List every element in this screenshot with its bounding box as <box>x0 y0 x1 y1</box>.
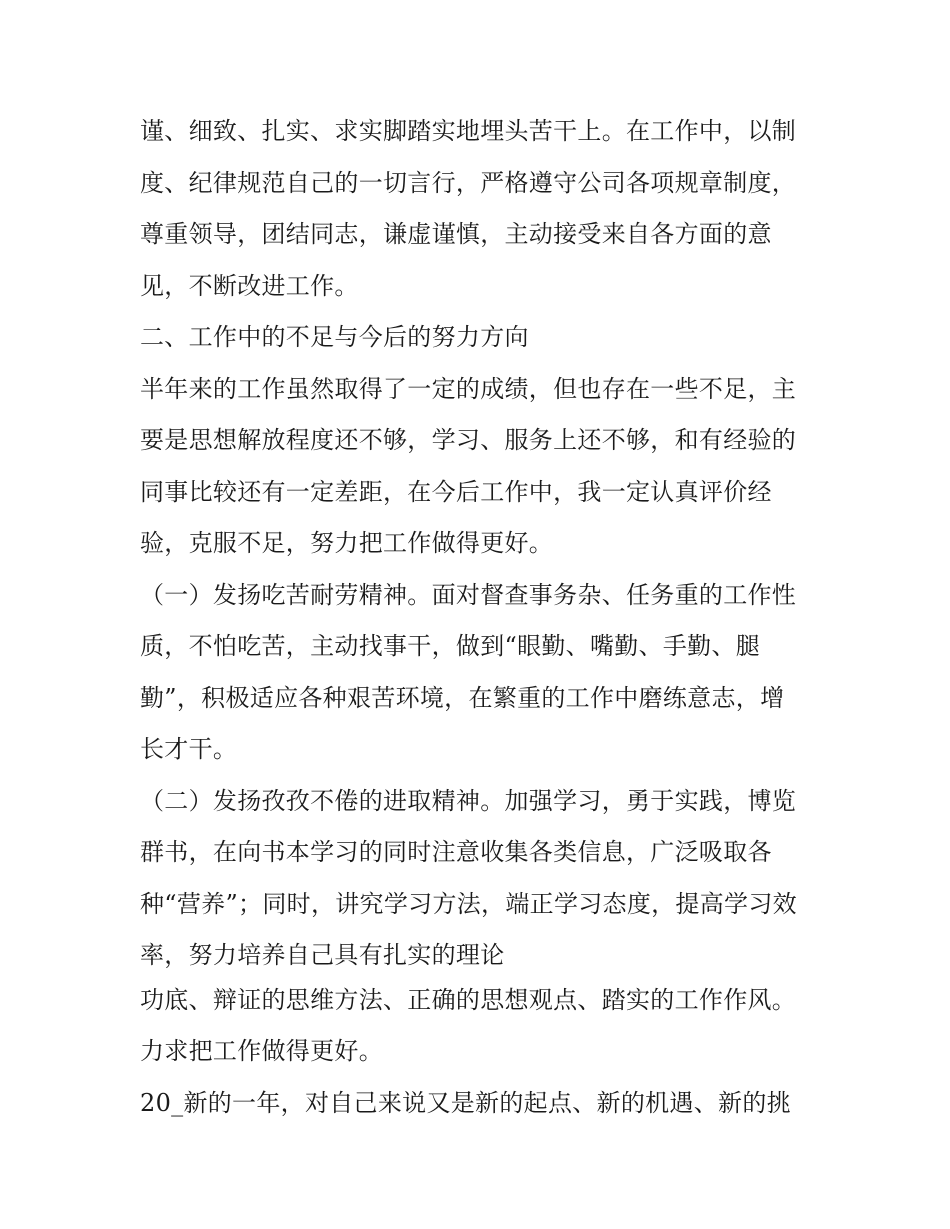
text-line: 功底、辩证的思维方法、正确的思想观点、踏实的工作作风。 <box>140 985 797 1014</box>
text-line: 见，不断改进工作。 <box>140 271 359 300</box>
text-line: 种“营养”；同时，讲究学习方法，端正学习态度，提高学习效 <box>140 889 797 918</box>
text-line: 勤”，积极适应各种艰苦环境，在繁重的工作中磨练意志，增 <box>140 683 785 712</box>
text-line: 20_新的一年，对自己来说又是新的起点、新的机遇、新的挑 <box>140 1088 791 1117</box>
body-text <box>140 106 820 1129</box>
section-heading: 二、工作中的不足与今后的努力方向 <box>140 323 529 351</box>
text-line: 半年来的工作虽然取得了一定的成绩，但也存在一些不足，主 <box>140 374 797 403</box>
text-line: 度、纪律规范自己的一切言行，严格遵守公司各项规章制度， <box>140 168 797 197</box>
text-line: 要是思想解放程度还不够，学习、服务上还不够，和有经验的 <box>140 426 797 454</box>
text-line: （二）发扬孜孜不倦的进取精神。加强学习，勇于实践，博览 <box>140 786 797 815</box>
text-line: 长才干。 <box>140 735 238 763</box>
text-line: 率，努力培养自己具有扎实的理论 <box>140 941 505 969</box>
text-line: 尊重领导，团结同志，谦虚谨慎，主动接受来自各方面的意 <box>140 220 772 248</box>
text-line: 群书，在向书本学习的同时注意收集各类信息，广泛吸取各 <box>140 838 772 866</box>
text-line: （一）发扬吃苦耐劳精神。面对督查事务杂、任务重的工作性 <box>140 580 797 609</box>
text-line: 验，克服不足，努力把工作做得更好。 <box>140 529 554 557</box>
text-line: 力求把工作做得更好。 <box>140 1037 383 1065</box>
text-line: 谨、细致、扎实、求实脚踏实地埋头苦干上。在工作中，以制 <box>140 117 797 145</box>
text-line: 同事比较还有一定差距，在今后工作中，我一定认真评价经 <box>140 477 772 506</box>
text-line: 质，不怕吃苦，主动找事干，做到“眼勤、嘴勤、手勤、腿 <box>140 632 761 660</box>
